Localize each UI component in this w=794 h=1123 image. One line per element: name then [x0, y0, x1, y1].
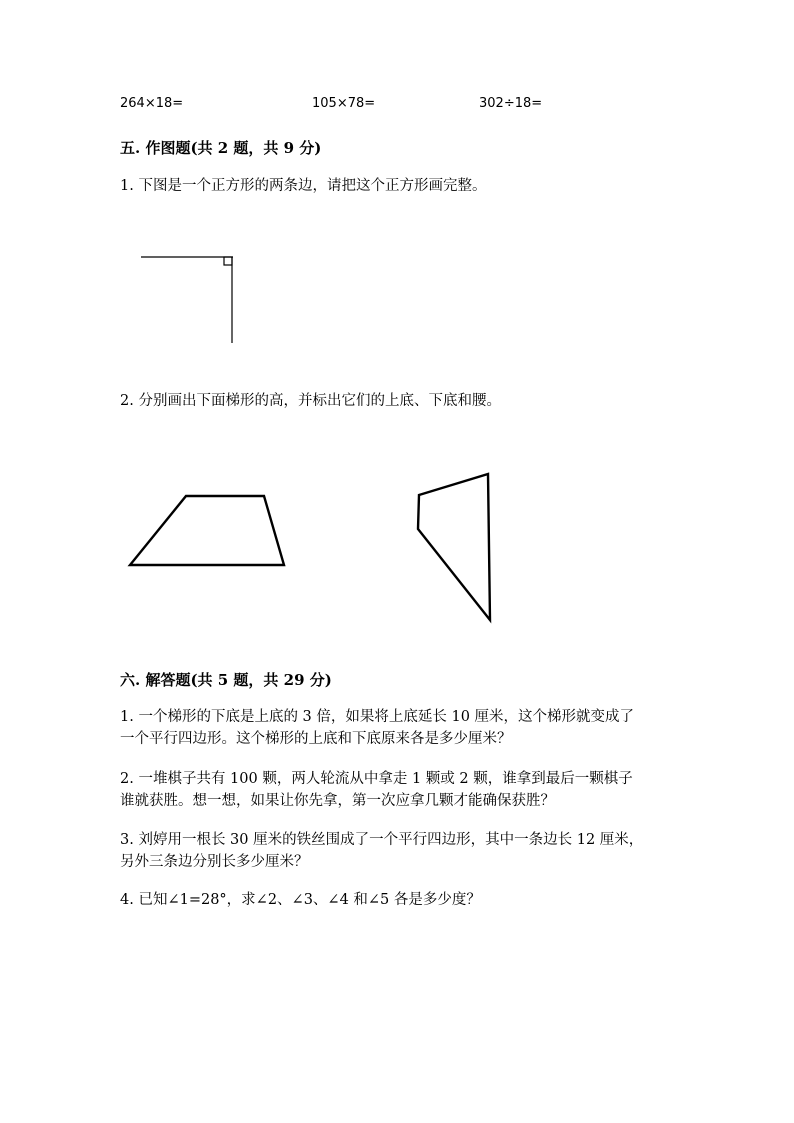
s6-question-2 — [120, 768, 633, 812]
square-two-sides-figure — [141, 257, 233, 343]
s6-q2-line-1: 2. 一堆棋子共有 100 颗，两人轮流从中拿走 1 颗或 2 颗，谁拿到最后一颗棋子 — [120, 771, 633, 787]
s6-q1-line-2: 一个平行四边形。这个梯形的上底和下底原来各是多少厘米？ — [120, 731, 512, 747]
s6-question-3 — [120, 829, 643, 873]
s6-q3-line-1: 3. 刘婷用一根长 30 厘米的铁丝围成了一个平行四边形，其中一条边长 12 厘米， — [120, 832, 644, 848]
s6-q3-line-2: 另外三条边分别长多少厘米？ — [120, 854, 309, 870]
calc-2: 105×78= — [312, 96, 376, 111]
section5-heading: 五. 作图题(共 2 题，共 9 分) — [120, 139, 322, 157]
s6-q4-line-1: 4. 已知∠1=28°，求∠2、∠3、∠4 和∠5 各是多少度？ — [120, 892, 481, 908]
trapezoid-1 — [130, 496, 284, 565]
section6-heading: 六. 解答题(共 5 题，共 29 分) — [120, 671, 332, 689]
right-angle-mark — [224, 257, 232, 265]
trapezoid-2 — [418, 474, 490, 620]
s6-q1-line-1: 1. 一个梯形的下底是上底的 3 倍，如果将上底延长 10 厘米，这个梯形就变成了 — [120, 709, 635, 725]
calc-3: 302÷18= — [479, 96, 543, 111]
calc-1: 264×18= — [120, 96, 184, 111]
s6-q2-line-2: 谁就获胜。想一想，如果让你先拿，第一次应拿几颗才能确保获胜？ — [120, 793, 555, 809]
s5-question-2: 2. 分别画出下面梯形的高，并标出它们的上底、下底和腰。 — [120, 393, 501, 409]
s6-question-4 — [120, 889, 481, 911]
s6-question-1 — [120, 706, 634, 750]
s5-question-1: 1. 下图是一个正方形的两条边，请把这个正方形画完整。 — [120, 178, 487, 194]
